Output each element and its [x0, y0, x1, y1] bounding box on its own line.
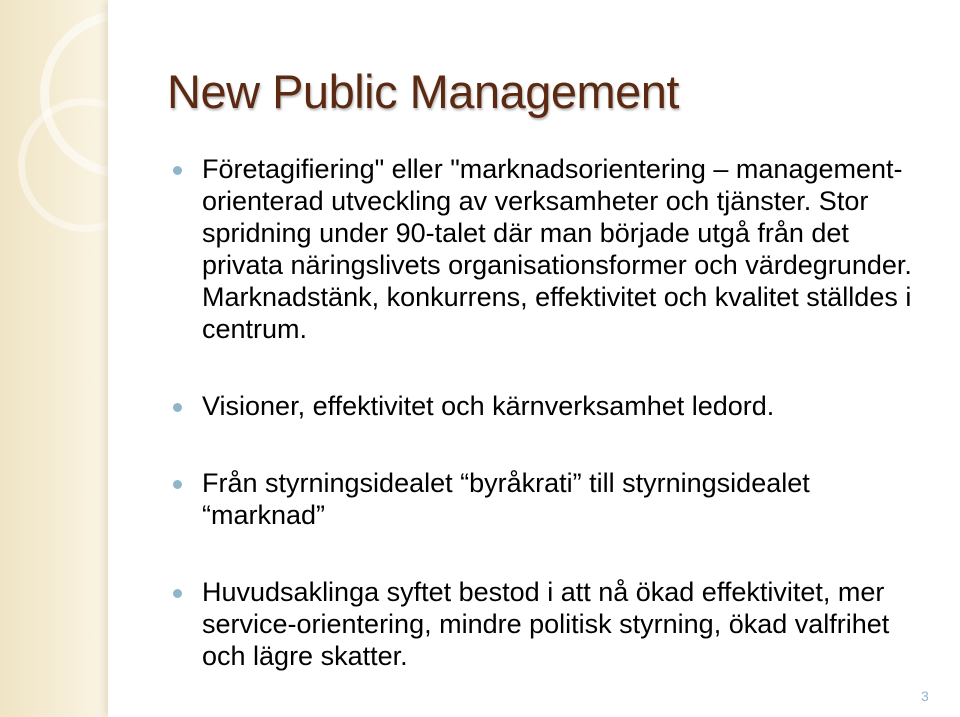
bullet-item	[160, 467, 920, 531]
slide-title: New Public Management	[167, 65, 679, 118]
bullet-text: Från styrningsidealet “byråkrati” till styrningsidealet “marknad”	[202, 468, 810, 530]
bullet-dot-icon	[173, 480, 182, 489]
bullet-item	[160, 153, 920, 345]
bullet-dot-icon	[173, 166, 182, 175]
bullet-item	[160, 576, 920, 672]
bullet-text: Företagifiering" eller "marknadsorientering – management-orienterad utveckling av verksamheter och tjänster. Stor spridning under 90-talet där man började utgå från det privata näringslivets organisationsformer och värdegrunder. Marknadstänk, konkurrens, effektivitet och kvalitet ställdes i centrum.	[202, 154, 912, 344]
bullet-dot-icon	[173, 403, 182, 412]
bullet-text: Visioner, effektivitet och kärnverksamhet ledord.	[202, 391, 775, 421]
decorative-ring	[18, 98, 108, 232]
decorative-side-band	[0, 0, 108, 717]
bullet-list	[160, 153, 920, 672]
page-number: 3	[921, 688, 929, 704]
bullet-text: Huvudsaklinga syftet bestod i att nå ökad effektivitet, mer service-orientering, mindre politisk styrning, ökad valfrihet och lägre skatter.	[202, 577, 890, 671]
bullet-dot-icon	[173, 589, 182, 598]
bullet-item	[160, 390, 920, 422]
